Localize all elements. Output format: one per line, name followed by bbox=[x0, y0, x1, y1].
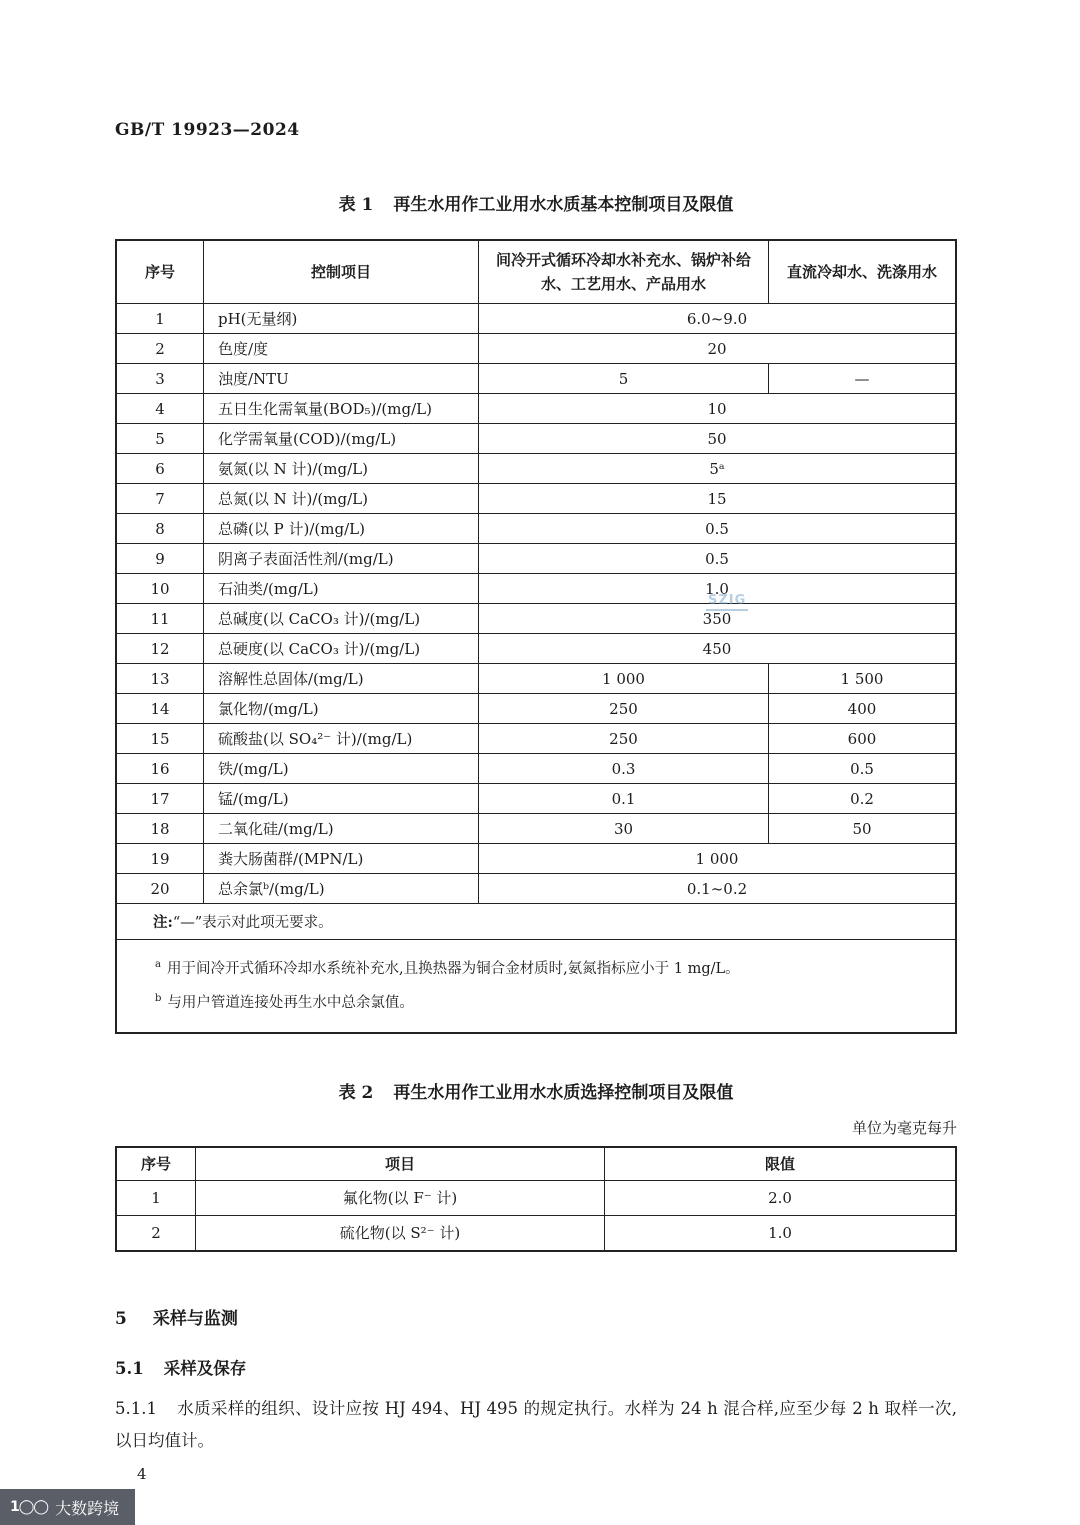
table2-title bbox=[115, 1078, 957, 1103]
row-number-cell: 3 bbox=[116, 364, 204, 394]
control-item-cell: 溶解性总固体/(mg/L) bbox=[204, 664, 479, 694]
table-note-row bbox=[116, 904, 956, 940]
control-item-cell: 石油类/(mg/L) bbox=[204, 574, 479, 604]
table-row bbox=[116, 1180, 956, 1215]
note-text: “—”表示对此项无要求。 bbox=[172, 915, 333, 931]
limit-value-cell: 0.5 bbox=[479, 544, 957, 574]
section-5-heading bbox=[115, 1304, 957, 1329]
item-cell: 氟化物(以 F⁻ 计) bbox=[196, 1180, 605, 1215]
brand-logo-text: 大数跨境 bbox=[55, 1498, 120, 1518]
table-row bbox=[116, 784, 956, 814]
limit-value-cell: 1 000 bbox=[479, 664, 769, 694]
table2-title-label: 表 2 bbox=[338, 1082, 374, 1103]
table-row bbox=[116, 544, 956, 574]
row-number-cell: 6 bbox=[116, 454, 204, 484]
row-number-cell: 11 bbox=[116, 604, 204, 634]
control-item-cell: 阴离子表面活性剂/(mg/L) bbox=[204, 544, 479, 574]
limit-value-cell: 0.3 bbox=[479, 754, 769, 784]
row-number-cell: 7 bbox=[116, 484, 204, 514]
row-number-cell: 16 bbox=[116, 754, 204, 784]
table-row bbox=[116, 484, 956, 514]
section-title: 采样与监测 bbox=[152, 1308, 238, 1329]
limit-value-cell: 10 bbox=[479, 394, 957, 424]
row-number-cell: 20 bbox=[116, 874, 204, 904]
dashu-kuajing-watermark bbox=[0, 1489, 135, 1525]
limit-value-cell: 5ᵃ bbox=[479, 454, 957, 484]
row-number-cell: 10 bbox=[116, 574, 204, 604]
table1-title-text: 再生水用作工业用水水质基本控制项目及限值 bbox=[393, 195, 734, 215]
subsection-title: 采样及保存 bbox=[163, 1358, 247, 1378]
limit-cell: 2.0 bbox=[605, 1180, 957, 1215]
table-row bbox=[116, 844, 956, 874]
row-number-cell: 1 bbox=[116, 304, 204, 334]
limit-value-cell: 450 bbox=[479, 634, 957, 664]
table-row bbox=[116, 454, 956, 484]
table-row bbox=[116, 874, 956, 904]
note-label: 注: bbox=[153, 914, 173, 931]
control-item-cell: pH(无量纲) bbox=[204, 304, 479, 334]
control-item-cell: 总氮(以 N 计)/(mg/L) bbox=[204, 484, 479, 514]
control-item-cell: 总磷(以 P 计)/(mg/L) bbox=[204, 514, 479, 544]
limit-value-cell: 600 bbox=[769, 724, 957, 754]
footnote-b-marker: b bbox=[155, 992, 162, 1004]
row-number-cell: 13 bbox=[116, 664, 204, 694]
row-number-cell: 8 bbox=[116, 514, 204, 544]
table-row bbox=[116, 514, 956, 544]
col-header-item: 项目 bbox=[196, 1147, 605, 1181]
row-number-cell: 4 bbox=[116, 394, 204, 424]
row-number-cell: 14 bbox=[116, 694, 204, 724]
section-number: 5 bbox=[115, 1308, 127, 1329]
limit-value-cell: 1 000 bbox=[479, 844, 957, 874]
row-number-cell: 19 bbox=[116, 844, 204, 874]
table-row bbox=[116, 574, 956, 604]
table-row bbox=[116, 364, 956, 394]
control-item-cell: 二氧化硅/(mg/L) bbox=[204, 814, 479, 844]
szig-watermark: SZIG bbox=[706, 593, 748, 611]
table-row bbox=[116, 304, 956, 334]
row-number-cell: 2 bbox=[116, 1215, 196, 1251]
limit-value-cell: 350 bbox=[479, 604, 957, 634]
limit-value-cell: 5 bbox=[479, 364, 769, 394]
col-header-no: 序号 bbox=[116, 240, 204, 304]
table-row bbox=[116, 334, 956, 364]
footnote-b-text: 与用户管道连接处再生水中总余氯值。 bbox=[167, 994, 414, 1011]
row-number-cell: 9 bbox=[116, 544, 204, 574]
row-number-cell: 15 bbox=[116, 724, 204, 754]
footnote-a-text: 用于间冷开式循环冷却水系统补充水,且换热器为铜合金材质时,氨氮指标应小于 1 mg/L。 bbox=[166, 960, 740, 977]
col-header-makeup-water: 间冷开式循环冷却水补充水、锅炉补给水、工艺用水、产品用水 bbox=[479, 240, 769, 304]
control-item-cell: 氯化物/(mg/L) bbox=[204, 694, 479, 724]
limit-value-cell: 0.5 bbox=[479, 514, 957, 544]
table2-header-row bbox=[116, 1147, 956, 1181]
col-header-no: 序号 bbox=[116, 1147, 196, 1181]
table1-header-row bbox=[116, 240, 956, 304]
limit-value-cell: 1.0 bbox=[479, 574, 957, 604]
limit-value-cell: 30 bbox=[479, 814, 769, 844]
control-item-cell: 锰/(mg/L) bbox=[204, 784, 479, 814]
control-item-cell: 铁/(mg/L) bbox=[204, 754, 479, 784]
limit-value-cell: 1 500 bbox=[769, 664, 957, 694]
col-header-oncethrough-water: 直流冷却水、洗涤用水 bbox=[769, 240, 957, 304]
table-note-cell bbox=[116, 904, 956, 940]
table-footnote-cell bbox=[116, 940, 956, 1033]
item-cell: 硫化物(以 S²⁻ 计) bbox=[196, 1215, 605, 1251]
table1-title-label: 表 1 bbox=[338, 195, 374, 215]
section-5-1-heading bbox=[115, 1355, 957, 1379]
col-header-item: 控制项目 bbox=[204, 240, 479, 304]
table-row bbox=[116, 424, 956, 454]
control-item-cell: 氨氮(以 N 计)/(mg/L) bbox=[204, 454, 479, 484]
control-item-cell: 总余氯ᵇ/(mg/L) bbox=[204, 874, 479, 904]
table2-optional-control-items bbox=[115, 1146, 957, 1252]
table1-title bbox=[115, 190, 957, 215]
table-row bbox=[116, 634, 956, 664]
row-number-cell: 2 bbox=[116, 334, 204, 364]
control-item-cell: 化学需氧量(COD)/(mg/L) bbox=[204, 424, 479, 454]
limit-value-cell: 400 bbox=[769, 694, 957, 724]
control-item-cell: 总硬度(以 CaCO₃ 计)/(mg/L) bbox=[204, 634, 479, 664]
limit-cell: 1.0 bbox=[605, 1215, 957, 1251]
document-page bbox=[115, 0, 957, 1483]
limit-value-cell: 0.1~0.2 bbox=[479, 874, 957, 904]
limit-value-cell: — bbox=[769, 364, 957, 394]
page-number: 4 bbox=[137, 1464, 147, 1483]
table-row bbox=[116, 394, 956, 424]
limit-value-cell: 0.2 bbox=[769, 784, 957, 814]
unit-note: 单位为毫克每升 bbox=[851, 1118, 957, 1137]
table-footnote-row bbox=[116, 940, 956, 1033]
paragraph-number: 5.1.1 bbox=[115, 1398, 157, 1418]
row-number-cell: 18 bbox=[116, 814, 204, 844]
table-row bbox=[116, 604, 956, 634]
footnote-b bbox=[155, 984, 945, 1018]
limit-value-cell: 50 bbox=[479, 424, 957, 454]
table1-basic-control-items bbox=[115, 239, 957, 1034]
footnote-a-marker: a bbox=[155, 959, 161, 970]
limit-value-cell: 0.5 bbox=[769, 754, 957, 784]
row-number-cell: 17 bbox=[116, 784, 204, 814]
table-row bbox=[116, 1215, 956, 1251]
limit-value-cell: 50 bbox=[769, 814, 957, 844]
control-item-cell: 硫酸盐(以 SO₄²⁻ 计)/(mg/L) bbox=[204, 724, 479, 754]
limit-value-cell: 20 bbox=[479, 334, 957, 364]
footnote-a bbox=[155, 950, 945, 984]
control-item-cell: 浊度/NTU bbox=[204, 364, 479, 394]
limit-value-cell: 6.0~9.0 bbox=[479, 304, 957, 334]
table-row bbox=[116, 694, 956, 724]
table2-title-text: 再生水用作工业用水水质选择控制项目及限值 bbox=[393, 1082, 734, 1103]
table-row bbox=[116, 814, 956, 844]
control-item-cell: 粪大肠菌群/(MPN/L) bbox=[204, 844, 479, 874]
brand-logo-icon: 1◯◯ bbox=[10, 1499, 49, 1515]
row-number-cell: 1 bbox=[116, 1180, 196, 1215]
control-item-cell: 色度/度 bbox=[204, 334, 479, 364]
table-row bbox=[116, 724, 956, 754]
control-item-cell: 总碱度(以 CaCO₃ 计)/(mg/L) bbox=[204, 604, 479, 634]
row-number-cell: 12 bbox=[116, 634, 204, 664]
table-row bbox=[116, 754, 956, 784]
row-number-cell: 5 bbox=[116, 424, 204, 454]
limit-value-cell: 0.1 bbox=[479, 784, 769, 814]
subsection-number: 5.1 bbox=[115, 1358, 144, 1378]
col-header-limit: 限值 bbox=[605, 1147, 957, 1181]
limit-value-cell: 250 bbox=[479, 694, 769, 724]
limit-value-cell: 15 bbox=[479, 484, 957, 514]
paragraph-text: 水质采样的组织、设计应按 HJ 494、HJ 495 的规定执行。水样为 24 h 混合样,应至少每 2 h 取样一次,以日均值计。 bbox=[115, 1398, 957, 1450]
table-row bbox=[116, 664, 956, 694]
limit-value-cell: 250 bbox=[479, 724, 769, 754]
paragraph-5-1-1 bbox=[115, 1393, 957, 1457]
standard-number: GB/T 19923—2024 bbox=[115, 120, 300, 140]
control-item-cell: 五日生化需氧量(BOD₅)/(mg/L) bbox=[204, 394, 479, 424]
